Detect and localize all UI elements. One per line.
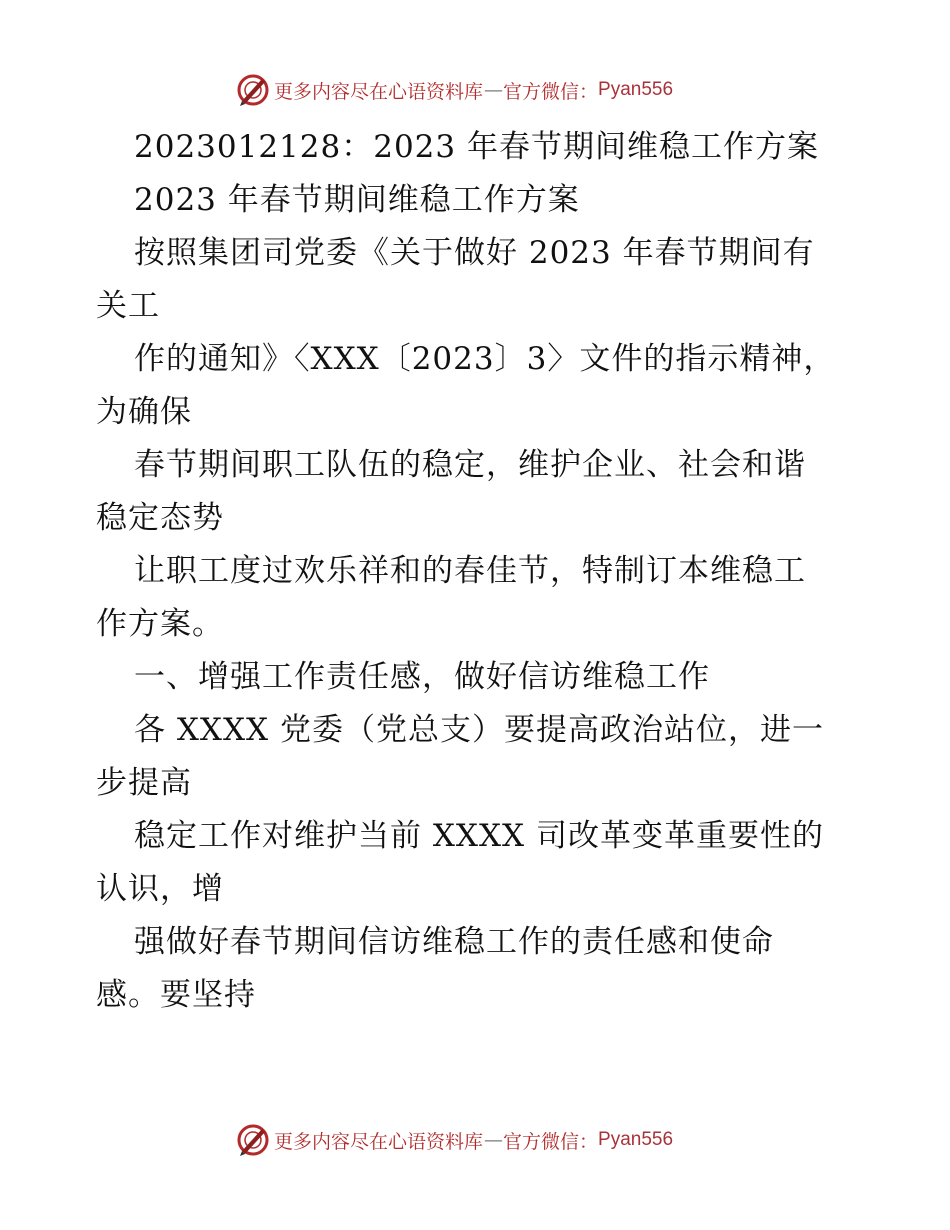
section-heading: 一、增强工作责任感，做好信访维稳工作 — [134, 659, 710, 695]
paragraph-line: 关工 — [96, 288, 160, 324]
paragraph-line: 按照集团司党委《关于做好 2023 年春节期间有 — [134, 235, 815, 271]
watermark-wechat-id: Pyan556 — [598, 79, 674, 100]
document-body — [96, 121, 866, 1022]
paragraph-line: 让职工度过欢乐祥和的春佳节，特制订本维稳工 — [134, 553, 806, 589]
watermark-official-label: 官方微信： — [503, 1130, 599, 1153]
watermark-official-label: 官方微信： — [503, 80, 599, 103]
pen-circle-logo-icon — [236, 73, 270, 107]
paragraph-line: 认识，增 — [96, 871, 224, 907]
pen-circle-logo-icon — [236, 1123, 270, 1157]
document-heading: 2023 年春节期间维稳工作方案 — [134, 182, 580, 218]
watermark-dash: — — [484, 79, 504, 101]
paragraph-line: 作的通知》〈XXX〔2023〕3〉文件的指示精神， — [134, 341, 836, 377]
watermark-text: 更多内容尽在心语资料库 — [274, 1130, 484, 1153]
watermark-dash: — — [484, 1129, 504, 1151]
paragraph-line: 稳定态势 — [96, 500, 224, 536]
paragraph-line: 感。要坚持 — [96, 977, 256, 1013]
paragraph-line: 稳定工作对维护当前 XXXX 司改革变革重要性的 — [134, 818, 824, 854]
paragraph-line: 各 XXXX 党委（党总支）要提高政治站位，进一 — [134, 712, 824, 748]
paragraph-line: 步提高 — [96, 765, 192, 801]
paragraph-line: 强做好春节期间信访维稳工作的责任感和使命 — [134, 924, 774, 960]
paragraph-line: 作方案。 — [96, 606, 224, 642]
header-watermark — [236, 72, 756, 108]
watermark-wechat-id: Pyan556 — [598, 1129, 674, 1150]
paragraph-line: 为确保 — [96, 394, 192, 430]
footer-watermark — [236, 1122, 756, 1158]
watermark-text: 更多内容尽在心语资料库 — [274, 80, 484, 103]
document-title-line: 2023012128：2023 年春节期间维稳工作方案 — [134, 129, 819, 165]
paragraph-line: 春节期间职工队伍的稳定，维护企业、社会和谐 — [134, 447, 806, 483]
